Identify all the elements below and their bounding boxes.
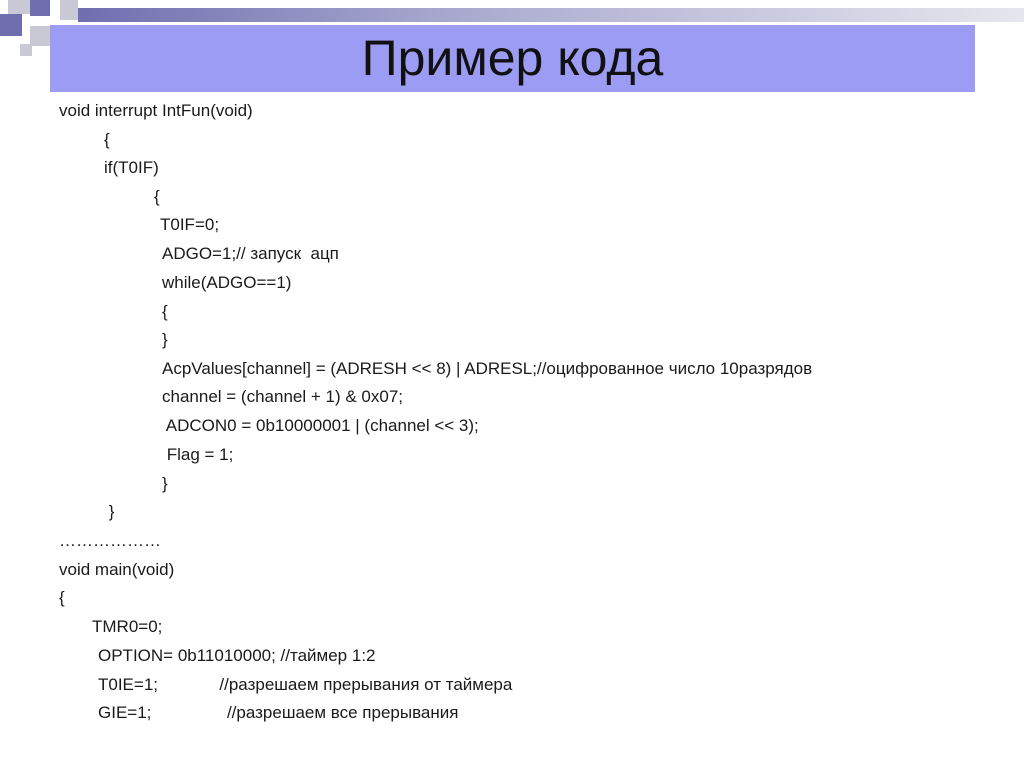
decorative-square — [0, 14, 22, 36]
code-line: } — [104, 502, 115, 521]
code-line: T0IE=1; //разрешаем прерывания от таймера — [98, 675, 513, 694]
code-line: T0IF=0; — [160, 215, 220, 234]
code-line: if(T0IF) — [104, 158, 159, 177]
slide-title: Пример кода — [361, 30, 664, 86]
code-line: { — [154, 187, 160, 206]
code-line: GIE=1; //разрешаем все прерывания — [98, 703, 459, 722]
code-line: ADCON0 = 0b10000001 | (channel << 3); — [162, 416, 479, 435]
decorative-square — [30, 0, 50, 16]
code-line: while(ADGO==1) — [162, 273, 292, 292]
decorative-square — [60, 0, 78, 20]
code-line: void main(void) — [59, 560, 175, 579]
code-line: TMR0=0; — [92, 617, 163, 636]
code-line: channel = (channel + 1) & 0x07; — [162, 387, 403, 406]
code-line: OPTION= 0b11010000; //таймер 1:2 — [98, 646, 376, 665]
header-gradient-bar — [78, 8, 1024, 22]
code-line: } — [162, 474, 168, 493]
code-line: ……………… — [59, 531, 161, 550]
code-line: } — [162, 330, 168, 349]
code-line: AcpValues[channel] = (ADRESH << 8) | ADRESL;//оцифрованное число 10разрядов — [162, 359, 813, 378]
code-line: { — [59, 588, 65, 607]
code-line: ADGO=1;// запуск ацп — [162, 244, 339, 263]
code-line: void interrupt IntFun(void) — [59, 101, 253, 120]
decorative-square — [20, 44, 32, 56]
code-line: { — [104, 130, 110, 149]
code-line: { — [162, 302, 168, 321]
decorative-square — [8, 0, 30, 14]
code-line: Flag = 1; — [162, 445, 234, 464]
decorative-square — [30, 26, 50, 46]
